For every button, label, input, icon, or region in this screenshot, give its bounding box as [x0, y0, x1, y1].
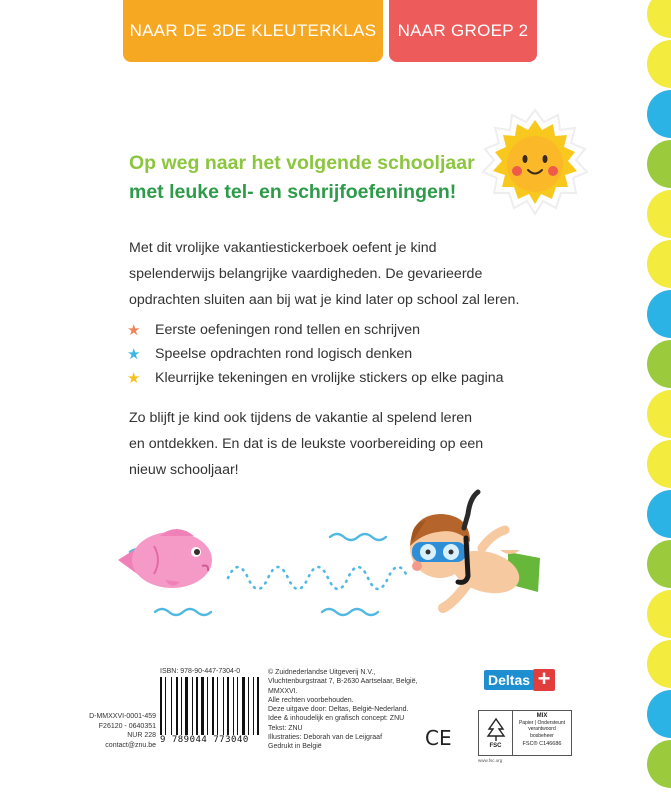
fsc-info: [513, 711, 571, 755]
barcode-bar: [173, 677, 175, 735]
underwater-illustration: [110, 480, 560, 630]
feature-text: Eerste oefeningen rond tellen en schrijven: [155, 322, 421, 338]
feature-item: [127, 342, 504, 366]
fsc-line: Papier | Ondersteunt: [518, 719, 566, 726]
edge-dot: [647, 590, 671, 638]
wave-decoration: [330, 534, 386, 540]
barcode-bar: [230, 677, 232, 735]
deltas-logo: [484, 668, 564, 692]
edge-dot: [647, 540, 671, 588]
product-codes: [84, 712, 156, 750]
barcode-bar: [194, 677, 195, 735]
edge-dot: [647, 390, 671, 438]
orange-star-icon: ★: [127, 321, 141, 339]
fsc-mix: MIX: [536, 713, 548, 719]
intro-line: spelenderwijs belangrijke vaardigheden. De gevarieerde: [129, 266, 483, 282]
outro-line: nieuw schooljaar!: [129, 462, 239, 478]
outro-line: en ontdekken. En dat is de leukste voorbereiding op een: [129, 436, 484, 452]
barcode-bar: [212, 677, 214, 735]
barcode-bar: [235, 677, 236, 735]
barcode-bar: [207, 677, 208, 735]
barcode-bar: [179, 677, 180, 735]
edge-dot: [647, 240, 671, 288]
feature-item: [127, 366, 504, 390]
barcode-bar: [255, 677, 256, 735]
barcode-bar: [163, 677, 164, 735]
dotted-tracing-line: [228, 567, 408, 589]
barcode-bar: [253, 677, 254, 735]
edge-dot: [647, 0, 671, 38]
barcode-bar: [227, 677, 229, 735]
barcode-bar: [205, 677, 206, 735]
edge-dot: [647, 90, 671, 138]
edge-dot: [647, 440, 671, 488]
barcode-digits: 9 789044 773040: [160, 735, 249, 745]
intro-line: opdrachten sluiten aan bij wat je kind later op school zal leren.: [129, 292, 520, 308]
deltas-plus-icon: +: [533, 669, 555, 691]
fsc-tree-icon: [479, 711, 513, 755]
barcode-bar: [242, 677, 245, 735]
publisher-credits: [268, 668, 438, 752]
credit-line: Illustraties: Deborah van de Leijgraaf: [268, 734, 383, 742]
barcode-bar: [165, 677, 166, 735]
barcode-bar: [239, 677, 241, 735]
edge-dot: [647, 740, 671, 788]
code-line: F26120 - 0640351: [98, 722, 156, 730]
isbn-text: ISBN: 978-90-447-7304-0: [160, 668, 241, 675]
barcode-bar: [199, 677, 200, 735]
barcode-bar: [223, 677, 224, 735]
credit-line: Deze uitgave door: Deltas, België-Nederland.: [268, 706, 409, 714]
ce-mark-icon: CE: [425, 726, 452, 750]
barcode-bar: [185, 677, 188, 735]
barcode-bar: [160, 677, 162, 735]
barcode-bar: [196, 677, 198, 735]
edge-dot: [647, 490, 671, 538]
barcode-bar: [181, 677, 182, 735]
credit-line: Gedrukt in België: [268, 743, 322, 751]
fsc-website: www.fsc.org: [478, 758, 503, 763]
barcode-bar: [219, 677, 222, 735]
barcode-bar: [171, 677, 172, 735]
barcode-bar: [248, 677, 249, 735]
credit-line: Idee & inhoudelijk en grafisch concept: ZNU: [268, 715, 405, 723]
barcode-bar: [167, 677, 170, 735]
code-line: NUR 228: [127, 732, 156, 739]
intro-line: Met dit vrolijke vakantiestickerboek oefent je kind: [129, 240, 437, 256]
yellow-star-icon: ★: [127, 369, 141, 387]
barcode-bar: [176, 677, 178, 735]
edge-dot: [647, 190, 671, 238]
barcode-bar: [183, 677, 184, 735]
barcode-bar: [225, 677, 226, 735]
outro-line: Zo blijft je kind ook tijdens de vakantie al spelend leren: [129, 410, 473, 426]
fsc-logo-text: FSC: [489, 743, 502, 749]
wave-decoration: [155, 609, 211, 615]
edge-dot: [647, 640, 671, 688]
contact-email: contact@znu.be: [105, 741, 156, 749]
fsc-line: verantwoord bosbeheer: [528, 726, 556, 739]
credit-line: Tekst: ZNU: [268, 724, 303, 732]
feature-item: [127, 318, 504, 342]
headline-line-2: met leuke tel- en schrijfoefeningen!: [129, 181, 457, 203]
feature-list: [127, 318, 504, 390]
edge-dots-decoration: [637, 0, 671, 800]
wave-decoration: [322, 609, 378, 615]
barcode-bar: [217, 677, 218, 735]
edge-dot: [647, 140, 671, 188]
blue-star-icon: ★: [127, 345, 141, 363]
credit-line: © Zuidnederlandse Uitgeverij N.V.,: [268, 669, 376, 676]
barcode-bar: [192, 677, 193, 735]
barcode-bar: [246, 677, 247, 735]
outro-paragraph: [129, 405, 549, 483]
barcode-block: [160, 668, 264, 745]
barcode-bar: [250, 677, 252, 735]
fsc-label: [478, 710, 572, 756]
barcode-bar: [215, 677, 216, 735]
barcode-bar: [237, 677, 238, 735]
edge-dot: [647, 340, 671, 388]
edge-dot: [647, 690, 671, 738]
fsc-license: FSC® C146686: [522, 741, 562, 747]
headline-line-1: Op weg naar het volgende schooljaar: [129, 152, 475, 174]
feature-text: Kleurrijke tekeningen en vrolijke stickers op elke pagina: [155, 370, 504, 386]
code-line: D-MMXXVI-0001-459: [89, 713, 156, 720]
barcode-bar: [233, 677, 234, 735]
pink-fish-icon: [118, 529, 212, 588]
barcode-bar: [257, 677, 259, 735]
category-tab-kleuterklas: NAAR DE 3DE KLEUTERKLAS: [123, 0, 383, 62]
barcode-bars-icon: [160, 677, 264, 735]
snorkel-boy-icon: [410, 492, 540, 608]
edge-dot: [647, 40, 671, 88]
barcode-bar: [201, 677, 204, 735]
intro-paragraph: [129, 235, 549, 313]
barcode-bar: [189, 677, 191, 735]
category-tab-groep-2: NAAR GROEP 2: [389, 0, 537, 62]
credit-line: Vluchtenburgstraat 7, B-2630 Aartselaar, België, MMXXVI.: [268, 678, 418, 695]
feature-text: Speelse opdrachten rond logisch denken: [155, 346, 413, 362]
credit-line: Alle rechten voorbehouden.: [268, 696, 354, 704]
deltas-logo-word: Deltas: [484, 670, 534, 690]
barcode-bar: [209, 677, 211, 735]
edge-dot: [647, 290, 671, 338]
sun-sticker-icon: [470, 108, 600, 220]
